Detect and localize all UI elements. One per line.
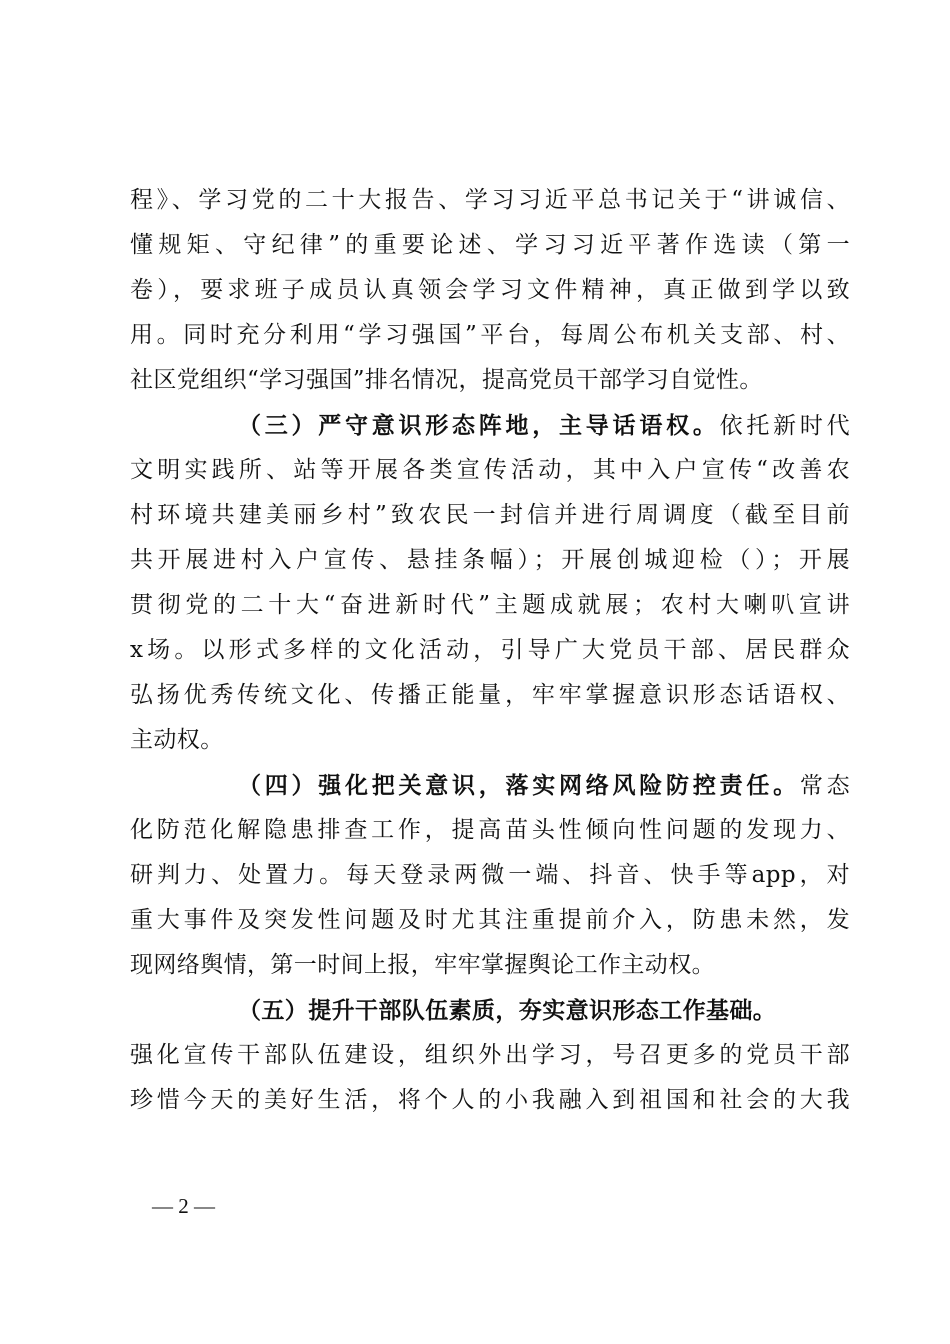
- paragraph-line: 用。同时充分利用“学习强国”平台，每周公布机关支部、村、: [130, 322, 850, 348]
- paragraph-line: 村环境共建美丽乡村”致农民一封信并进行周调度（截至目前: [130, 502, 850, 528]
- paragraph-line: 主动权。: [130, 727, 224, 753]
- section-heading-three: （三）严守意识形态阵地，主导话语权。: [238, 412, 720, 439]
- section-four-first-line: [130, 763, 850, 808]
- paragraph-line: 卷），要求班子成员认真领会学习文件精神，真正做到学以致: [130, 277, 850, 303]
- paragraph-text: 常态: [799, 773, 850, 799]
- paragraph-line: 化防范化解隐患排查工作，提高苗头性倾向性问题的发现力、: [130, 817, 850, 843]
- paragraph-line: 珍惜今天的美好生活，将个人的小我融入到祖国和社会的大我: [130, 1087, 850, 1113]
- paragraph-line: 懂规矩、守纪律”的重要论述、学习习近平著作选读（第一: [130, 232, 850, 258]
- section-heading-four: （四）强化把关意识，落实网络风险防控责任。: [238, 772, 800, 799]
- paragraph-line: 社区党组织“学习强国”排名情况，提高党员干部学习自觉性。: [130, 367, 763, 393]
- paragraph-line: 贯彻党的二十大“奋进新时代”主题成就展；农村大喇叭宣讲: [130, 592, 850, 618]
- section-heading-five: （五）提升干部队伍素质，夯实意识形态工作基础。: [238, 997, 777, 1024]
- paragraph-line: x场。以形式多样的文化活动，引导广大党员干部、居民群众: [130, 637, 850, 663]
- section-three-first-line: [130, 403, 850, 448]
- paragraph-line: 重大事件及突发性问题及时尤其注重提前介入，防患未然，发: [130, 907, 850, 933]
- paragraph-line: 共开展进村入户宣传、悬挂条幅）；开展创城迎检（）；开展: [130, 547, 850, 573]
- document-body: [130, 178, 850, 1123]
- paragraph-line: 现网络舆情，第一时间上报，牢牢掌握舆论工作主动权。: [130, 952, 715, 978]
- paragraph-line: 文明实践所、站等开展各类宣传活动，其中入户宣传“改善农: [130, 457, 850, 483]
- paragraph-line: 弘扬优秀传统文化、传播正能量，牢牢掌握意识形态话语权、: [130, 682, 850, 708]
- section-five-first-line: [130, 988, 850, 1033]
- page-number: — 2 —: [152, 1194, 215, 1218]
- paragraph-line: 研判力、处置力。每天登录两微一端、抖音、快手等app，对: [130, 862, 850, 888]
- paragraph-text: 依托新时代: [719, 413, 851, 439]
- paragraph-line: 程》、学习党的二十大报告、学习习近平总书记关于“讲诚信、: [130, 187, 850, 213]
- paragraph-line: 强化宣传干部队伍建设，组织外出学习，号召更多的党员干部: [130, 1042, 850, 1068]
